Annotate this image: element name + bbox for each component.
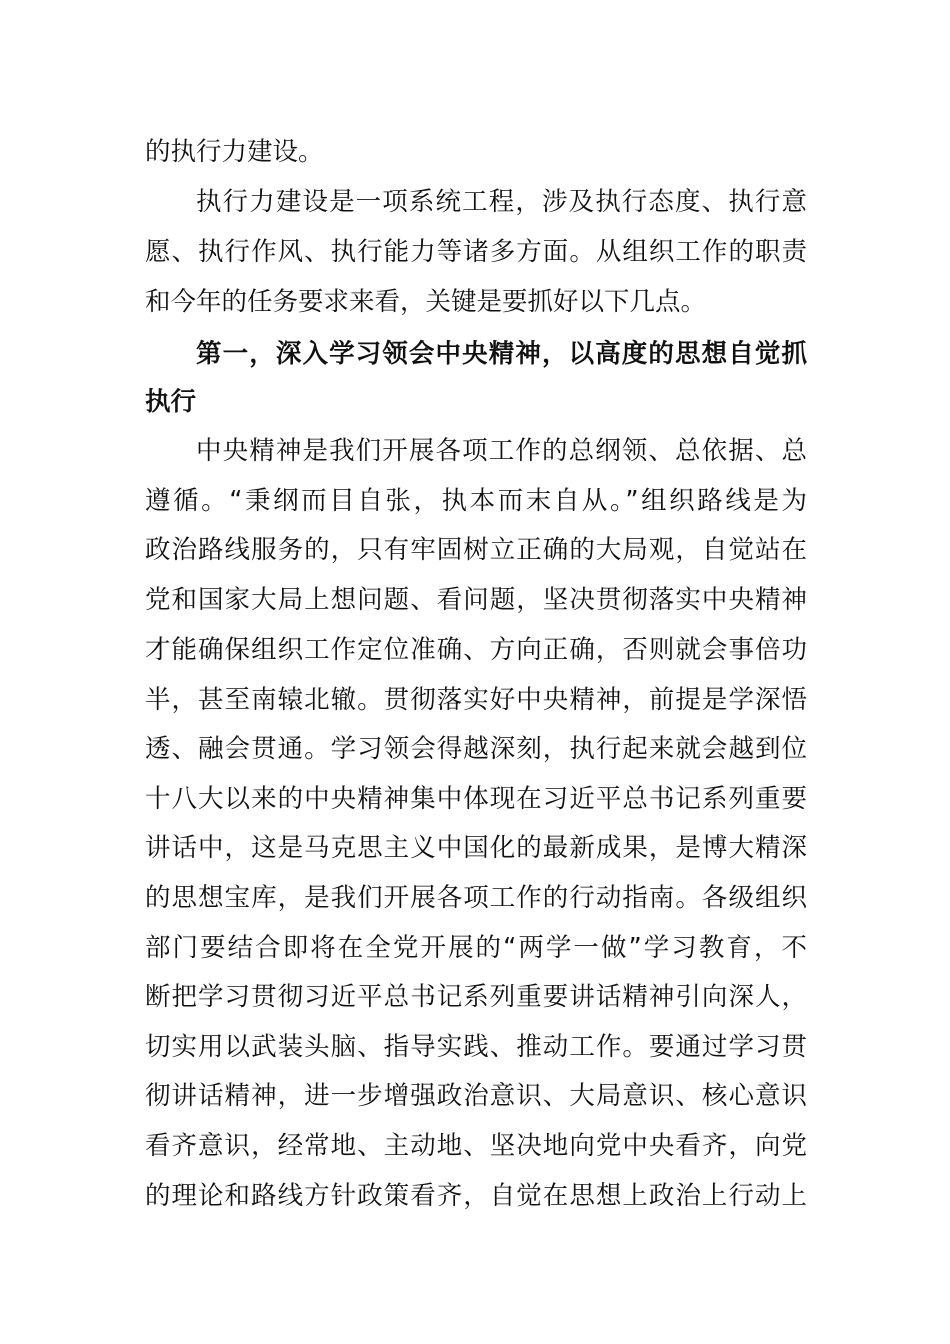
text-line: 断把学习贯彻习近平总书记系列重要讲话精神引向深人，	[145, 982, 807, 1012]
text-line: 遵循。“秉纲而目自张，执本而末自从。”组织路线是为	[145, 486, 807, 516]
text-line: 切实用以武装头脑、指导实践、推动工作。要通过学习贯	[145, 1032, 807, 1062]
section-heading-continuation: 执行	[145, 387, 197, 417]
text-line: 愿、执行作风、执行能力等诸多方面。从组织工作的职责	[145, 237, 807, 267]
text-line: 的执行力建设。	[145, 137, 324, 167]
text-line: 讲话中，这是马克思主义中国化的最新成果，是博大精深	[145, 833, 807, 863]
text-line: 部门要结合即将在全党开展的“两学一做”学习教育，不	[145, 933, 807, 963]
text-line: 的思想宝库，是我们开展各项工作的行动指南。各级组织	[145, 883, 807, 913]
text-line: 半，甚至南辕北辙。贯彻落实好中央精神，前提是学深悟	[145, 685, 807, 715]
text-line: 政治路线服务的，只有牢固树立正确的大局观，自觉站在	[145, 535, 807, 565]
text-line: 看齐意识，经常地、主动地、坚决地向党中央看齐，向党	[145, 1131, 807, 1161]
text-line: 和今年的任务要求来看，关键是要抓好以下几点。	[145, 287, 707, 317]
paragraph-first-line: 中央精神是我们开展各项工作的总纲领、总依据、总	[196, 436, 807, 466]
text-line: 才能确保组织工作定位准确、方向正确，否则就会事倍功	[145, 635, 807, 665]
text-line: 彻讲话精神，进一步增强政治意识、大局意识、核心意识	[145, 1081, 807, 1111]
section-heading: 第一，深入学习领会中央精神，以高度的思想自觉抓	[196, 339, 807, 369]
text-line: 十八大以来的中央精神集中体现在习近平总书记系列重要	[145, 784, 807, 814]
text-line: 透、融会贯通。学习领会得越深刻，执行起来就会越到位	[145, 734, 807, 764]
paragraph-first-line: 执行力建设是一项系统工程，涉及执行态度、执行意	[196, 187, 807, 217]
text-line: 的理论和路线方针政策看齐，自觉在思想上政治上行动上	[145, 1181, 807, 1211]
text-line: 党和国家大局上想问题、看问题，坚决贯彻落实中央精神	[145, 585, 807, 615]
